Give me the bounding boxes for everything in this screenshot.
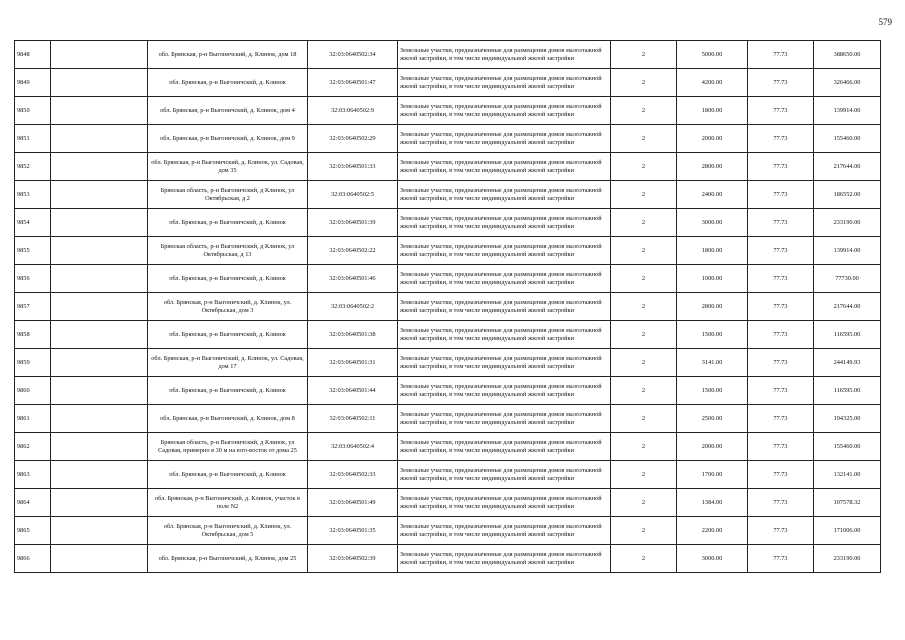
cadastral-value-cell: 116595.00 <box>814 321 881 349</box>
empty-cell <box>51 405 148 433</box>
table-row <box>15 181 881 209</box>
cadastral-number-cell: 32:03:0640502:4 <box>308 433 398 461</box>
empty-cell <box>51 517 148 545</box>
cadastral-number-cell: 32:03:0640501:44 <box>308 377 398 405</box>
cadastral-value-cell: 194325.00 <box>814 405 881 433</box>
address-cell: обл. Брянская, р-н Выгоничский, д. Клинок <box>148 265 308 293</box>
group-number-cell: 2 <box>611 405 677 433</box>
address-cell: обл. Брянская, р-н Выгоничский, д. Клинок, ул. Октябрьская, дом 5 <box>148 517 308 545</box>
cadastral-number-cell: 32:03:0640502:11 <box>308 405 398 433</box>
row-number: 9865 <box>15 517 51 545</box>
address-cell: обл. Брянская, р-н Выгоничский, д. Клинок, участок в поле N2 <box>148 489 308 517</box>
area-cell: 2400.00 <box>677 181 748 209</box>
cadastral-value-cell: 155460.00 <box>814 433 881 461</box>
cadastral-number-cell: 32:03:0640501:31 <box>308 349 398 377</box>
row-number: 9864 <box>15 489 51 517</box>
address-cell: обл. Брянская, р-н Выгоничский, д. Клинок, ул. Садовая, дом 35 <box>148 153 308 181</box>
empty-cell <box>51 489 148 517</box>
table-row <box>15 69 881 97</box>
specific-value-cell: 77.73 <box>748 377 814 405</box>
specific-value-cell: 77.73 <box>748 41 814 69</box>
specific-value-cell: 77.73 <box>748 461 814 489</box>
cadastral-value-cell: 217644.00 <box>814 293 881 321</box>
cadastral-number-cell: 32:03:0640501:38 <box>308 321 398 349</box>
empty-cell <box>51 461 148 489</box>
cadastral-value-cell: 326466.00 <box>814 69 881 97</box>
empty-cell <box>51 265 148 293</box>
group-number-cell: 2 <box>611 433 677 461</box>
area-cell: 3000.00 <box>677 209 748 237</box>
land-category-cell: Земельные участки, предназначенные для размещения домов малоэтажной жилой застройки, в том числе индивидуальной жилой застройки <box>398 41 611 69</box>
land-category-cell: Земельные участки, предназначенные для размещения домов малоэтажной жилой застройки, в том числе индивидуальной жилой застройки <box>398 153 611 181</box>
land-category-cell: Земельные участки, предназначенные для размещения домов малоэтажной жилой застройки, в том числе индивидуальной жилой застройки <box>398 461 611 489</box>
empty-cell <box>51 181 148 209</box>
empty-cell <box>51 125 148 153</box>
specific-value-cell: 77.73 <box>748 489 814 517</box>
empty-cell <box>51 433 148 461</box>
area-cell: 1384.00 <box>677 489 748 517</box>
row-number: 9863 <box>15 461 51 489</box>
area-cell: 2200.00 <box>677 517 748 545</box>
land-category-cell: Земельные участки, предназначенные для размещения домов малоэтажной жилой застройки, в том числе индивидуальной жилой застройки <box>398 293 611 321</box>
empty-cell <box>51 69 148 97</box>
land-category-cell: Земельные участки, предназначенные для размещения домов малоэтажной жилой застройки, в том числе индивидуальной жилой застройки <box>398 209 611 237</box>
cadastral-value-cell: 155460.00 <box>814 125 881 153</box>
area-cell: 5000.00 <box>677 41 748 69</box>
area-cell: 2800.00 <box>677 153 748 181</box>
address-cell: Брянская область, р-н Выгоничский, д Клинок, ул Садовая, примерно в 30 м на юго-восток от дома 25 <box>148 433 308 461</box>
area-cell: 1000.00 <box>677 265 748 293</box>
address-cell: Брянская область, р-н Выгоничский, д Клинок, ул Октябрьская, д 13 <box>148 237 308 265</box>
cadastral-value-cell: 107578.32 <box>814 489 881 517</box>
row-number: 9848 <box>15 41 51 69</box>
cadastral-value-cell: 186552.00 <box>814 181 881 209</box>
cadastral-number-cell: 32:03:0640501:46 <box>308 265 398 293</box>
table-row <box>15 125 881 153</box>
specific-value-cell: 77.73 <box>748 405 814 433</box>
address-cell: обл. Брянская, р-н Выгоничский, д. Клинок, ул. Октябрьская, дом 3 <box>148 293 308 321</box>
table-row <box>15 545 881 573</box>
area-cell: 4200.00 <box>677 69 748 97</box>
land-category-cell: Земельные участки, предназначенные для размещения домов малоэтажной жилой застройки, в том числе индивидуальной жилой застройки <box>398 517 611 545</box>
cadastral-value-cell: 171006.00 <box>814 517 881 545</box>
cadastral-number-cell: 32:03:0640502:39 <box>308 545 398 573</box>
group-number-cell: 2 <box>611 265 677 293</box>
table-row <box>15 237 881 265</box>
group-number-cell: 2 <box>611 545 677 573</box>
row-number: 9851 <box>15 125 51 153</box>
empty-cell <box>51 321 148 349</box>
land-category-cell: Земельные участки, предназначенные для размещения домов малоэтажной жилой застройки, в том числе индивидуальной жилой застройки <box>398 265 611 293</box>
address-cell: обл. Брянская, р-н Выгоничский, д. Клинок <box>148 69 308 97</box>
table-row <box>15 377 881 405</box>
empty-cell <box>51 41 148 69</box>
specific-value-cell: 77.73 <box>748 181 814 209</box>
land-category-cell: Земельные участки, предназначенные для размещения домов малоэтажной жилой застройки, в том числе индивидуальной жилой застройки <box>398 125 611 153</box>
cadastral-value-cell: 388650.00 <box>814 41 881 69</box>
group-number-cell: 2 <box>611 69 677 97</box>
group-number-cell: 2 <box>611 377 677 405</box>
group-number-cell: 2 <box>611 321 677 349</box>
specific-value-cell: 77.73 <box>748 69 814 97</box>
address-cell: обл. Брянская, р-н Выгоничский, д. Клинок, дом 9 <box>148 125 308 153</box>
cadastral-number-cell: 32:03:0640501:35 <box>308 517 398 545</box>
cadastral-number-cell: 32:03:0640502:2 <box>308 293 398 321</box>
area-cell: 2000.00 <box>677 433 748 461</box>
page-number: 579 <box>878 17 892 27</box>
row-number: 9849 <box>15 69 51 97</box>
group-number-cell: 2 <box>611 349 677 377</box>
row-number: 9861 <box>15 405 51 433</box>
empty-cell <box>51 545 148 573</box>
cadastral-value-cell: 217644.00 <box>814 153 881 181</box>
land-category-cell: Земельные участки, предназначенные для размещения домов малоэтажной жилой застройки, в том числе индивидуальной жилой застройки <box>398 97 611 125</box>
land-category-cell: Земельные участки, предназначенные для размещения домов малоэтажной жилой застройки, в том числе индивидуальной жилой застройки <box>398 181 611 209</box>
land-registry-table <box>14 40 881 573</box>
group-number-cell: 2 <box>611 293 677 321</box>
table-row <box>15 349 881 377</box>
area-cell: 1500.00 <box>677 377 748 405</box>
specific-value-cell: 77.73 <box>748 153 814 181</box>
land-category-cell: Земельные участки, предназначенные для размещения домов малоэтажной жилой застройки, в том числе индивидуальной жилой застройки <box>398 237 611 265</box>
land-category-cell: Земельные участки, предназначенные для размещения домов малоэтажной жилой застройки, в том числе индивидуальной жилой застройки <box>398 405 611 433</box>
cadastral-value-cell: 233190.00 <box>814 209 881 237</box>
address-cell: обл. Брянская, р-н Выгоничский, д. Клинок, дом 25 <box>148 545 308 573</box>
area-cell: 3141.00 <box>677 349 748 377</box>
cadastral-value-cell: 77730.00 <box>814 265 881 293</box>
empty-cell <box>51 349 148 377</box>
row-number: 9857 <box>15 293 51 321</box>
cadastral-number-cell: 32:03:0640501:47 <box>308 69 398 97</box>
specific-value-cell: 77.73 <box>748 321 814 349</box>
table-row <box>15 293 881 321</box>
table-row <box>15 489 881 517</box>
empty-cell <box>51 293 148 321</box>
cadastral-number-cell: 32:03:0640501:49 <box>308 489 398 517</box>
group-number-cell: 2 <box>611 41 677 69</box>
address-cell: обл. Брянская, р-н Выгоничский, д. Клинок, ул. Садовая, дом 17 <box>148 349 308 377</box>
row-number: 9860 <box>15 377 51 405</box>
group-number-cell: 2 <box>611 153 677 181</box>
cadastral-value-cell: 244149.93 <box>814 349 881 377</box>
row-number: 9866 <box>15 545 51 573</box>
table-row <box>15 433 881 461</box>
address-cell: обл. Брянская, р-н Выгоничский, д. Клинок <box>148 461 308 489</box>
land-category-cell: Земельные участки, предназначенные для размещения домов малоэтажной жилой застройки, в том числе индивидуальной жилой застройки <box>398 377 611 405</box>
specific-value-cell: 77.73 <box>748 517 814 545</box>
cadastral-number-cell: 32:03:0640502:9 <box>308 97 398 125</box>
table-body <box>15 41 881 573</box>
cadastral-number-cell: 32:03:0640501:33 <box>308 153 398 181</box>
address-cell: обл. Брянская, р-н Выгоничский, д. Клинок <box>148 321 308 349</box>
table-row <box>15 321 881 349</box>
table-row <box>15 405 881 433</box>
area-cell: 2500.00 <box>677 405 748 433</box>
address-cell: обл. Брянская, р-н Выгоничский, д. Клинок <box>148 209 308 237</box>
specific-value-cell: 77.73 <box>748 209 814 237</box>
empty-cell <box>51 153 148 181</box>
row-number: 9854 <box>15 209 51 237</box>
specific-value-cell: 77.73 <box>748 545 814 573</box>
row-number: 9856 <box>15 265 51 293</box>
table-row <box>15 153 881 181</box>
empty-cell <box>51 237 148 265</box>
row-number: 9852 <box>15 153 51 181</box>
cadastral-number-cell: 32:03:0640502:22 <box>308 237 398 265</box>
cadastral-value-cell: 139914.00 <box>814 237 881 265</box>
area-cell: 1700.00 <box>677 461 748 489</box>
table-row <box>15 41 881 69</box>
group-number-cell: 2 <box>611 489 677 517</box>
area-cell: 1800.00 <box>677 237 748 265</box>
area-cell: 1500.00 <box>677 321 748 349</box>
land-category-cell: Земельные участки, предназначенные для размещения домов малоэтажной жилой застройки, в том числе индивидуальной жилой застройки <box>398 433 611 461</box>
area-cell: 2800.00 <box>677 293 748 321</box>
table-row <box>15 265 881 293</box>
group-number-cell: 2 <box>611 517 677 545</box>
area-cell: 2000.00 <box>677 125 748 153</box>
row-number: 9858 <box>15 321 51 349</box>
table-row <box>15 461 881 489</box>
address-cell: обл. Брянская, р-н Выгоничский, д. Клинок, дом 4 <box>148 97 308 125</box>
address-cell: обл. Брянская, р-н Выгоничский, д. Клинок, дом 18 <box>148 41 308 69</box>
land-category-cell: Земельные участки, предназначенные для размещения домов малоэтажной жилой застройки, в том числе индивидуальной жилой застройки <box>398 489 611 517</box>
group-number-cell: 2 <box>611 125 677 153</box>
specific-value-cell: 77.73 <box>748 265 814 293</box>
cadastral-number-cell: 32:03:0640502:29 <box>308 125 398 153</box>
empty-cell <box>51 209 148 237</box>
land-category-cell: Земельные участки, предназначенные для размещения домов малоэтажной жилой застройки, в том числе индивидуальной жилой застройки <box>398 321 611 349</box>
specific-value-cell: 77.73 <box>748 237 814 265</box>
row-number: 9853 <box>15 181 51 209</box>
specific-value-cell: 77.73 <box>748 125 814 153</box>
address-cell: обл. Брянская, р-н Выгоничский, д. Клинок, дом 8 <box>148 405 308 433</box>
group-number-cell: 2 <box>611 97 677 125</box>
address-cell: Брянская область, р-н Выгоничский, д Клинок, ул Октябрьская, д 2 <box>148 181 308 209</box>
cadastral-value-cell: 116595.00 <box>814 377 881 405</box>
cadastral-number-cell: 32:03:0640502:5 <box>308 181 398 209</box>
group-number-cell: 2 <box>611 181 677 209</box>
area-cell: 1800.00 <box>677 97 748 125</box>
land-category-cell: Земельные участки, предназначенные для размещения домов малоэтажной жилой застройки, в том числе индивидуальной жилой застройки <box>398 545 611 573</box>
row-number: 9862 <box>15 433 51 461</box>
specific-value-cell: 77.73 <box>748 349 814 377</box>
address-cell: обл. Брянская, р-н Выгоничский, д. Клинок <box>148 377 308 405</box>
land-category-cell: Земельные участки, предназначенные для размещения домов малоэтажной жилой застройки, в том числе индивидуальной жилой застройки <box>398 69 611 97</box>
table-row <box>15 97 881 125</box>
cadastral-number-cell: 32:03:0640501:39 <box>308 209 398 237</box>
group-number-cell: 2 <box>611 461 677 489</box>
specific-value-cell: 77.73 <box>748 97 814 125</box>
empty-cell <box>51 97 148 125</box>
row-number: 9859 <box>15 349 51 377</box>
cadastral-number-cell: 32:03:0640502:34 <box>308 41 398 69</box>
specific-value-cell: 77.73 <box>748 293 814 321</box>
row-number: 9855 <box>15 237 51 265</box>
table-row <box>15 209 881 237</box>
table-row <box>15 517 881 545</box>
group-number-cell: 2 <box>611 237 677 265</box>
cadastral-value-cell: 233190.00 <box>814 545 881 573</box>
specific-value-cell: 77.73 <box>748 433 814 461</box>
cadastral-value-cell: 139914.00 <box>814 97 881 125</box>
cadastral-number-cell: 32:03:0640502:33 <box>308 461 398 489</box>
land-category-cell: Земельные участки, предназначенные для размещения домов малоэтажной жилой застройки, в том числе индивидуальной жилой застройки <box>398 349 611 377</box>
area-cell: 3000.00 <box>677 545 748 573</box>
cadastral-value-cell: 132141.00 <box>814 461 881 489</box>
row-number: 9850 <box>15 97 51 125</box>
empty-cell <box>51 377 148 405</box>
group-number-cell: 2 <box>611 209 677 237</box>
